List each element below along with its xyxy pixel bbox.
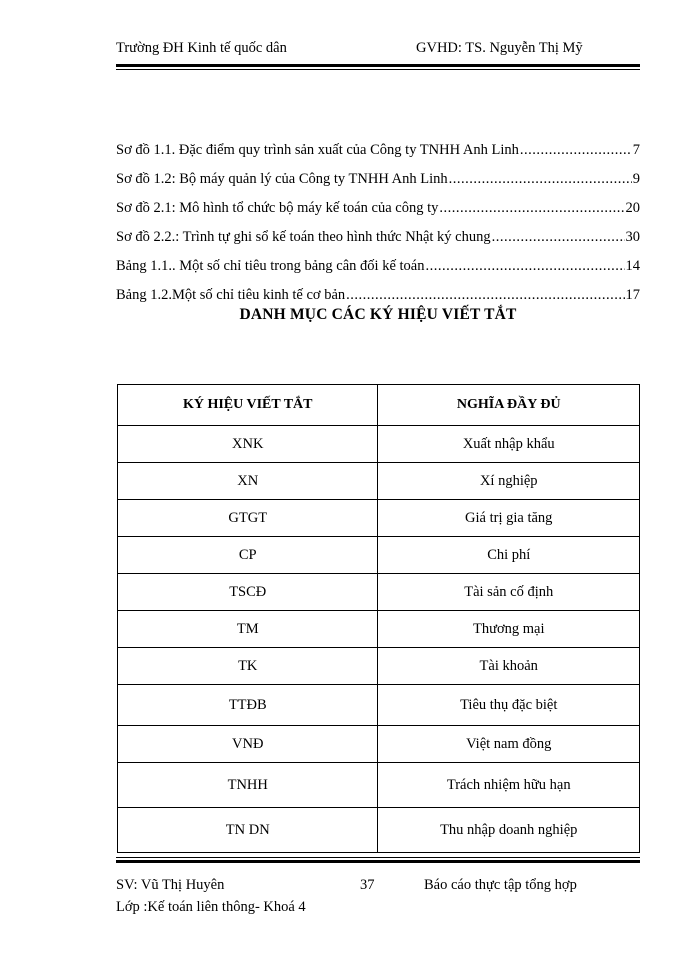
abbreviation-cell: CP xyxy=(118,537,378,574)
abbreviations-title: DANH MỤC CÁC KÝ HIỆU VIẾT TẮT xyxy=(239,306,517,323)
meaning-cell: Xuất nhập khẩu xyxy=(378,426,640,463)
meaning-cell: Chi phí xyxy=(378,537,640,574)
abbreviation-cell: TTĐB xyxy=(118,685,378,726)
page-number: 37 xyxy=(360,877,375,893)
class-line xyxy=(116,899,640,919)
footer-rule-thick xyxy=(116,860,640,863)
header-rule-thick xyxy=(116,64,640,67)
table-row xyxy=(118,763,640,808)
class-name: Lớp :Kế toán liên thông- Khoá 4 xyxy=(116,899,306,915)
abbreviation-cell: TN DN xyxy=(118,808,378,853)
toc-entry: Sơ đồ 2.1: Mô hình tổ chức bộ máy kế toán của công ty ..... 20 xyxy=(116,198,640,227)
meaning-cell: Thương mại xyxy=(378,611,640,648)
school-name: Trường ĐH Kinh tế quốc dân xyxy=(116,40,287,56)
footer-rule-thin xyxy=(116,857,640,858)
abbreviation-cell: XN xyxy=(118,463,378,500)
table-row xyxy=(118,685,640,726)
table-row xyxy=(118,537,640,574)
page-header xyxy=(116,40,640,60)
toc-entry: Bảng 1.2.Một số chỉ tiêu kinh tế cơ bản ..... 17 xyxy=(116,285,640,314)
table-row xyxy=(118,426,640,463)
table-row xyxy=(118,611,640,648)
table-row xyxy=(118,500,640,537)
toc-entry: Sơ đồ 2.2.: Trình tự ghi sổ kế toán theo hình thức Nhật ký chung ..... 30 xyxy=(116,227,640,256)
meaning-cell: Xí nghiệp xyxy=(378,463,640,500)
table-row xyxy=(118,648,640,685)
meaning-cell: Giá trị gia tăng xyxy=(378,500,640,537)
column-header-abbreviation: KÝ HIỆU VIẾT TẮT xyxy=(118,385,378,426)
table-row xyxy=(118,463,640,500)
table-row xyxy=(118,726,640,763)
toc-entry: Bảng 1.1.. Một số chỉ tiêu trong bảng cân đối kế toán ..... 14 xyxy=(116,256,640,285)
column-header-meaning: NGHĨA ĐẦY ĐỦ xyxy=(378,385,640,426)
meaning-cell: Việt nam đồng xyxy=(378,726,640,763)
abbreviations-table xyxy=(117,384,640,853)
toc-entry: Sơ đồ 1.2: Bộ máy quản lý của Công ty TNHH Anh Linh ..... 9 xyxy=(116,169,640,198)
abbreviation-cell: TSCĐ xyxy=(118,574,378,611)
meaning-cell: Tài khoản xyxy=(378,648,640,685)
abbreviation-cell: TM xyxy=(118,611,378,648)
meaning-cell: Tiêu thụ đặc biệt xyxy=(378,685,640,726)
abbreviation-cell: VNĐ xyxy=(118,726,378,763)
page-footer xyxy=(116,877,640,897)
table-row xyxy=(118,574,640,611)
meaning-cell: Tài sản cố định xyxy=(378,574,640,611)
meaning-cell: Thu nhập doanh nghiệp xyxy=(378,808,640,853)
toc-entry: Sơ đồ 1.1. Đặc điểm quy trình sản xuất của Công ty TNHH Anh Linh ..... 7 xyxy=(116,140,640,169)
table-header-row xyxy=(118,385,640,426)
advisor-name: GVHD: TS. Nguyễn Thị Mỹ xyxy=(416,40,583,56)
table-row xyxy=(118,808,640,853)
report-title: Báo cáo thực tập tổng hợp xyxy=(424,877,577,893)
student-name: SV: Vũ Thị Huyên xyxy=(116,877,225,893)
abbreviation-cell: GTGT xyxy=(118,500,378,537)
meaning-cell: Trách nhiệm hữu hạn xyxy=(378,763,640,808)
abbreviation-cell: XNK xyxy=(118,426,378,463)
abbreviation-cell: TNHH xyxy=(118,763,378,808)
header-rule-thin xyxy=(116,69,640,70)
abbreviation-cell: TK xyxy=(118,648,378,685)
figure-table-list xyxy=(116,140,640,314)
